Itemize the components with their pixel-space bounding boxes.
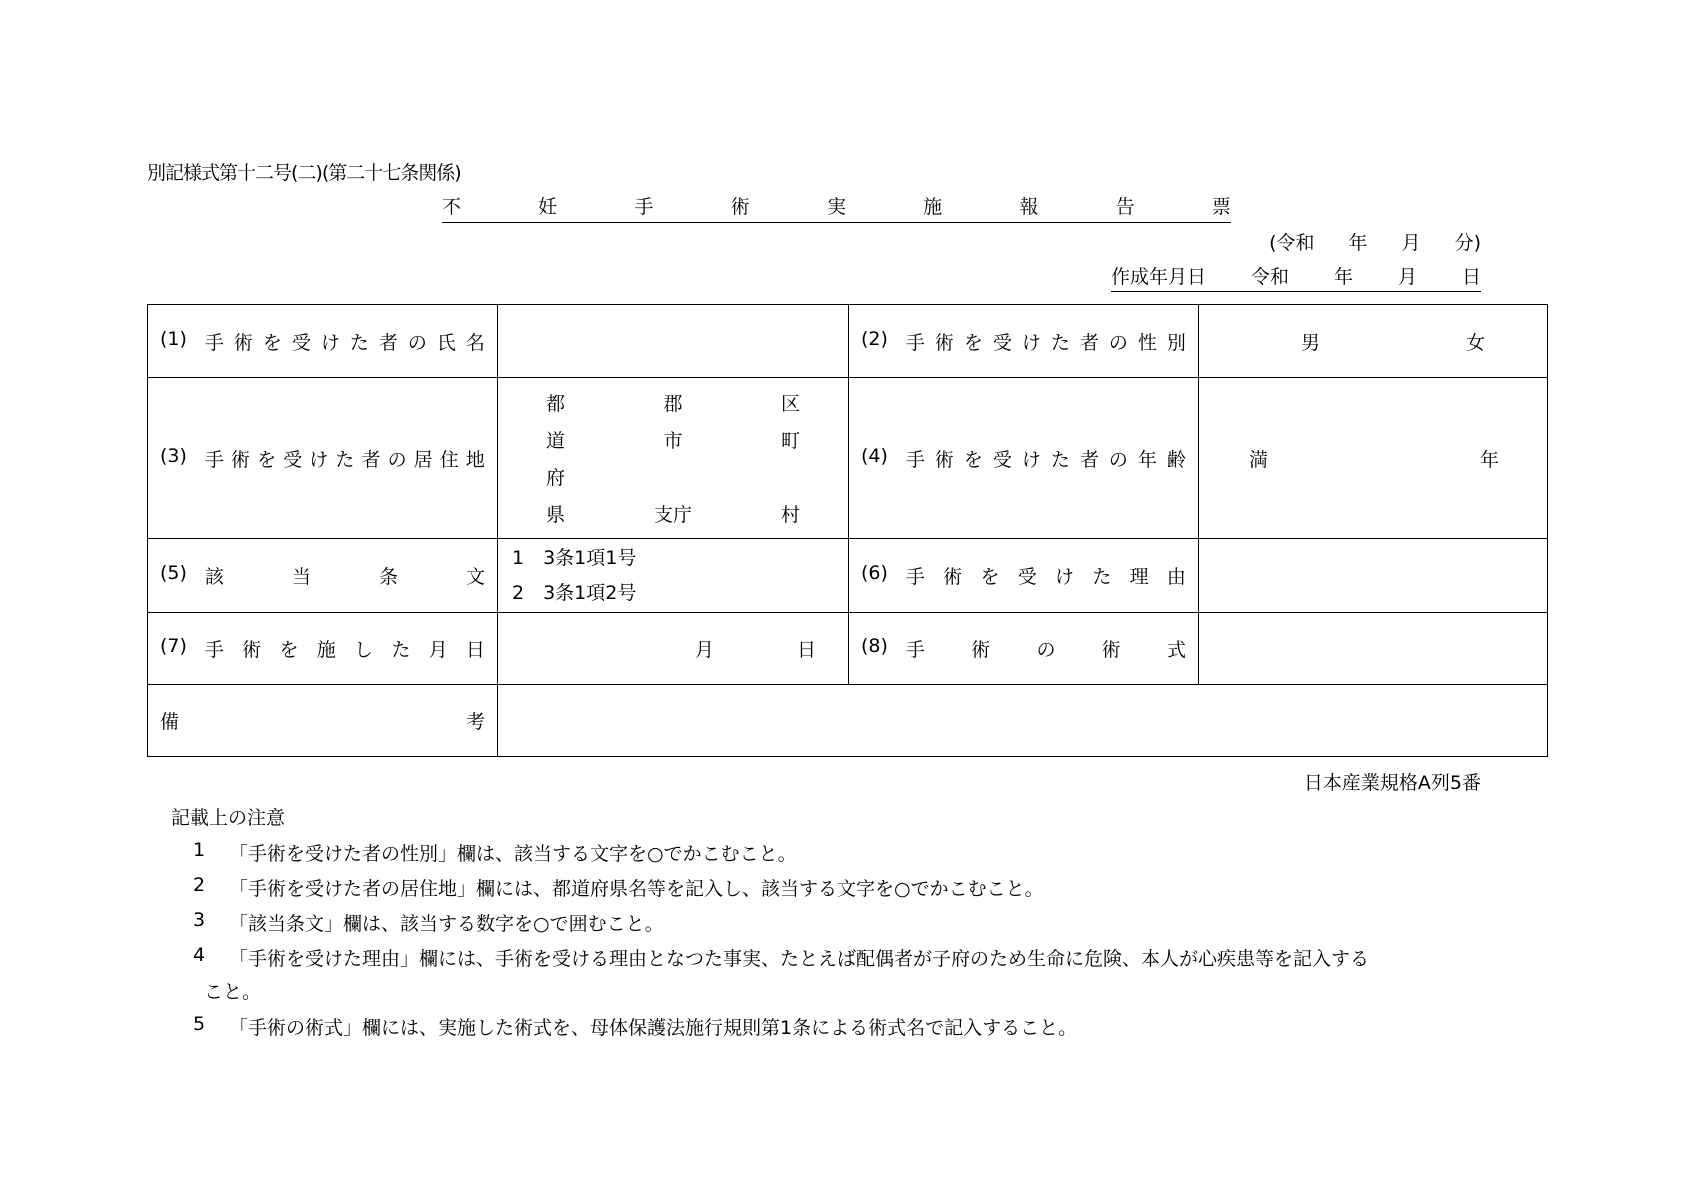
text-char: 報 (1019, 196, 1039, 218)
text-char: 術 (233, 331, 253, 354)
text-char: 男 (1301, 331, 1321, 354)
text-char: 手 (634, 196, 654, 218)
text-char: 該 (204, 566, 224, 588)
text-char: 満 (1249, 448, 1269, 471)
text-char: の (1108, 331, 1128, 354)
text-char: 当 (291, 566, 311, 588)
label-surgery-date: (7) 手 術 を 施 し た 月 日 (148, 613, 498, 685)
text-char: 手 (905, 331, 925, 354)
text-char: の (407, 331, 427, 354)
age-field[interactable] (1199, 378, 1548, 539)
method-field[interactable] (1199, 613, 1548, 685)
text-char: 齢 (1166, 448, 1186, 471)
text-char: け (320, 331, 340, 354)
text-char: た (391, 639, 411, 661)
page-title (442, 192, 1231, 223)
note-item-continuation: こと。 (204, 981, 262, 1003)
text-char: 市 (663, 430, 683, 452)
note-item: 5 「手術の術式」欄には、実施した術式を、母体保護法施行規則第1条による術式名で記入すること。 (193, 1013, 1078, 1039)
note-item: 1 「手術を受けた者の性別」欄は、該当する文字を○でかこむこと。 (193, 839, 797, 865)
text-char: 文 (465, 566, 485, 588)
paper-standard: 日本産業規格A列5番 (1303, 772, 1481, 794)
text-char: の (387, 448, 407, 471)
form-id: 別記様式第十二号(二)(第二十七条関係) (147, 162, 461, 184)
text-char: 都 (546, 393, 566, 415)
text-char: 村 (780, 504, 800, 526)
text-char: 支庁 (653, 504, 692, 526)
text-char: 住 (439, 448, 459, 471)
reason-field[interactable] (1199, 539, 1548, 613)
text-char: 区 (780, 393, 800, 415)
text-char: 手 (204, 331, 224, 354)
text-char: 式 (1166, 639, 1186, 661)
text-char: 年 (1333, 266, 1353, 288)
text-char: 理 (1129, 566, 1149, 588)
text-char: を (262, 331, 282, 354)
text-char: 月 (1397, 266, 1417, 288)
text-char: を (980, 566, 1000, 588)
text-char: た (1050, 448, 1070, 471)
text-char: 手 (204, 639, 224, 661)
residence-field[interactable] (498, 378, 849, 539)
text-char: 由 (1166, 566, 1186, 588)
text-char: 女 (1465, 331, 1485, 354)
text-char: 受 (283, 448, 303, 471)
text-char: 備 (160, 711, 180, 733)
text-char: 府 (546, 467, 566, 489)
text-char: 県 (546, 504, 566, 526)
text-char: 日 (465, 639, 485, 661)
text-char: 日 (1461, 266, 1481, 288)
text-char: 性 (1137, 331, 1157, 354)
text-char: 手 (905, 448, 925, 471)
report-table (147, 304, 1548, 757)
note-item: 4 「手術を受けた理由」欄には、手術を受ける理由となつた事実、たとえば配偶者が子府のため生命に危険、本人が心疾患等を記入する (193, 944, 1370, 970)
text-char: 告 (1115, 196, 1135, 218)
text-char: 氏 (436, 331, 456, 354)
text-char (631, 463, 716, 490)
text-char: た (1092, 566, 1112, 588)
text-char: 地 (465, 448, 485, 471)
text-char: 票 (1211, 196, 1231, 218)
text-char: 受 (1017, 566, 1037, 588)
text-char: し (354, 639, 374, 661)
text-char: た (349, 331, 369, 354)
text-char: 郡 (663, 393, 683, 415)
text-char: 月 (695, 639, 715, 661)
text-char: 作成年月日 (1111, 266, 1207, 288)
text-char: け (1021, 331, 1041, 354)
note-item: 3 「該当条文」欄は、該当する数字を○で囲むこと。 (193, 909, 664, 935)
text-char: 者 (1079, 448, 1099, 471)
text-char: 日 (796, 639, 816, 661)
report-period (1269, 228, 1481, 255)
text-char: 居 (413, 448, 433, 471)
article-field[interactable]: 1 3条1項1号 2 3条1項2号 (498, 539, 849, 613)
text-char: た (1050, 331, 1070, 354)
text-char: 考 (465, 711, 485, 733)
text-char: を (963, 448, 983, 471)
label-sex: (2) 手 術 を 受 け た 者 の 性 別 (849, 305, 1199, 378)
text-char: 名 (465, 331, 485, 354)
name-field[interactable] (498, 305, 849, 378)
text-char: 者 (361, 448, 381, 471)
text-char: た (335, 448, 355, 471)
label-remarks (148, 685, 498, 757)
text-char: 術 (242, 639, 262, 661)
text-char: 術 (934, 448, 954, 471)
text-char: を (257, 448, 277, 471)
note-item: 2 「手術を受けた者の居住地」欄には、都道府県名等を記入し、該当する文字を○でかこむこと。 (193, 874, 1044, 900)
text-char: の (1108, 448, 1128, 471)
surgery-date-field[interactable] (498, 613, 849, 685)
text-char: 手 (905, 639, 925, 661)
created-date (1111, 262, 1481, 292)
text-char: 不 (442, 196, 462, 218)
text-char (715, 463, 800, 490)
text-char: 施 (316, 639, 336, 661)
text-char: 手 (204, 448, 224, 471)
text-char: 年 (1479, 448, 1499, 471)
text-char: け (309, 448, 329, 471)
text-char: 年 (1348, 232, 1368, 254)
text-char: け (1021, 448, 1041, 471)
text-char: 受 (291, 331, 311, 354)
notes-title: 記載上の注意 (171, 807, 286, 829)
text-char: 道 (546, 430, 566, 452)
text-char: を (279, 639, 299, 661)
text-char: 月 (1401, 232, 1421, 254)
text-char: 術 (971, 639, 991, 661)
remarks-field[interactable] (498, 685, 1548, 757)
text-char: 妊 (538, 196, 558, 218)
text-char: の (1036, 639, 1056, 661)
label-name: (1) 手 術 を 受 け た 者 の 氏 名 (148, 305, 498, 378)
text-char: 術 (1101, 639, 1121, 661)
text-char: 受 (992, 331, 1012, 354)
text-char: (令和 (1269, 232, 1315, 254)
text-char: 令和 (1250, 266, 1289, 288)
text-char: 分) (1454, 232, 1481, 254)
text-char: 町 (780, 430, 800, 452)
label-article: (5) 該 当 条 文 (148, 539, 498, 613)
label-method: (8) 手 術 の 術 式 (849, 613, 1199, 685)
text-char: 実 (826, 196, 846, 218)
text-char: 受 (992, 448, 1012, 471)
text-char: 者 (378, 331, 398, 354)
text-char: 施 (923, 196, 943, 218)
text-char: を (963, 331, 983, 354)
label-age: (4) 手 術 を 受 け た 者 の 年 齢 (849, 378, 1199, 539)
text-char: 月 (428, 639, 448, 661)
text-char: 術 (943, 566, 963, 588)
text-char: け (1055, 566, 1075, 588)
label-reason: (6) 手 術 を 受 け た 理 由 (849, 539, 1199, 613)
label-residence: (3) 手 術 を 受 け た 者 の 居 住 地 (148, 378, 498, 539)
text-char: 術 (730, 196, 750, 218)
text-char: 年 (1137, 448, 1157, 471)
text-char: 術 (231, 448, 251, 471)
sex-field[interactable] (1199, 305, 1548, 378)
text-char: 別 (1166, 331, 1186, 354)
text-char: 手 (905, 566, 925, 588)
text-char: 術 (934, 331, 954, 354)
text-char: 条 (378, 566, 398, 588)
text-char: 者 (1079, 331, 1099, 354)
